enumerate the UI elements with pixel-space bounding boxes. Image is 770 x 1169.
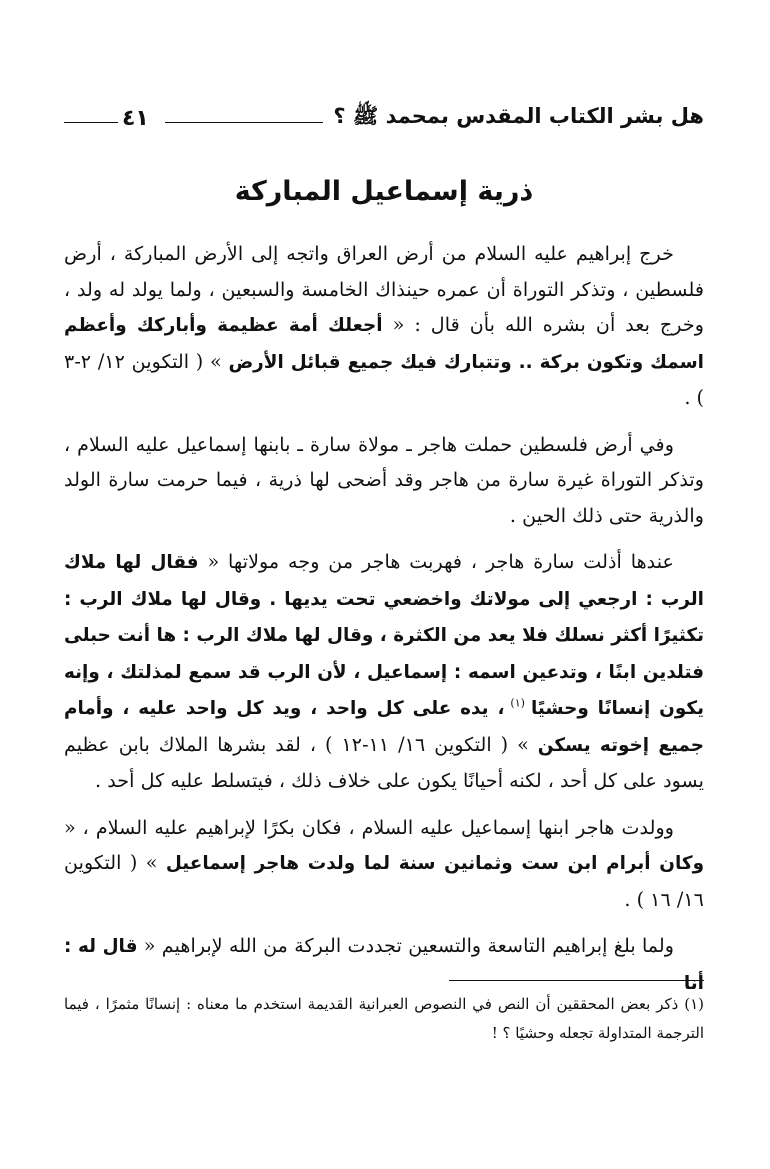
page-number-rule [64,122,118,123]
paragraph-text: » ( التكوين ١٦/ ١١-١٢ ) ، لقد بشرها الملاك بابن عظيم يسود على كل أحد ، لكنه أحيانًا يكون على خلاف ذلك ، فيتسلط عليه كل أحد . [64,732,704,792]
paragraph-text: » ( التكوين ١٢/ ٢-٣ ) . [64,349,704,409]
paragraph-text: خرج إبراهيم عليه السلام من أرض العراق واتجه إلى الأرض المباركة ، أرض فلسطين ، وتذكر التوراة أن عمره حينذاك الخامسة والسبعين ، ولما يولد له ولد ، وخرج بعد أن بشره الله بأن قال : « [64,242,705,336]
running-title: هل بشر الكتاب المقدس بمحمد ﷺ ؟ [333,103,704,128]
body-text [64,236,704,1001]
footnote-separator [449,980,704,981]
paragraph-text: ولما بلغ إبراهيم التاسعة والتسعين تجددت البركة من الله لإبراهيم « [137,934,674,957]
section-heading: ذرية إسماعيل المباركة [234,176,534,207]
body-paragraph [64,236,704,416]
footnote: (١) ذكر بعض المحققين أن النص في النصوص العبرانية القديمة استخدم ما معناه : إنسانًا مثمرًا ، فيما الترجمة المتداولة تجعله وحشيًا ؟ ! [64,995,704,1042]
scripture-quote: قال له : أنا [64,936,704,994]
body-paragraph [64,810,704,918]
scripture-quote: وكان أبرام ابن ست وثمانين سنة لما ولدت هاجر إسماعيل [165,853,704,874]
body-paragraph [64,427,704,534]
scripture-quote: ، يده على كل واحد ، ويد كل واحد عليه ، وأمام جميع إخوته يسكن [64,698,704,756]
footnotes [64,990,704,1048]
paragraph-text: عندها أذلت سارة هاجر ، فهربت هاجر من وجه مولاتها « [198,550,674,573]
paragraph-text: » ( التكوين ١٦/ ١٦ ) . [64,851,704,911]
paragraph-text: وفي أرض فلسطين حملت هاجر ـ مولاة سارة ـ بابنها إسماعيل عليه السلام ، وتذكر التوراة غيرة سارة من هاجر وقد أضحى لها ذرية ، فيما حرمت سارة الولد والذرية حتى ذلك الحين . [64,432,704,527]
header-rule [165,122,324,123]
scripture-quote: فقال لها ملاك الرب : ارجعي إلى مولاتك واخضعي تحت يديها . وقال لها ملاك الرب : تكثيرًا أكثر نسلك فلا يعد من الكثرة ، وقال لها ملاك الرب : ها أنت حبلى فتلدين ابنًا ، وتدعين اسمه : إسماعيل ، لأن الرب قد سمع لمذلتك ، وإنه يكون إنسانًا وحشيًا [64,552,704,719]
scripture-quote: أجعلك أمة عظيمة وأباركك وأعظم اسمك وتكون بركة .. وتتبارك فيك جميع قبائل الأرض [64,315,704,373]
footnote-marker: (١) [504,696,531,710]
page-number: ٤١ [122,105,149,131]
running-header [64,98,704,138]
body-paragraph [64,544,704,799]
paragraph-text: وولدت هاجر ابنها إسماعيل عليه السلام ، فكان بكرًا لإبراهيم عليه السلام ، « [64,815,674,839]
